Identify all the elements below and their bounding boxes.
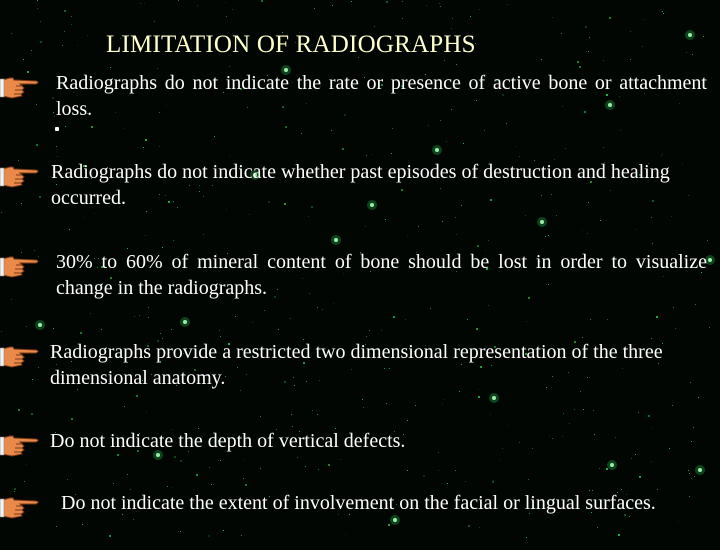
bullet-text-3: 30% to 60% of mineral content of bone should be lost in order to visualize change in the radiographs. — [56, 251, 707, 299]
pointing-hand-icon — [0, 494, 40, 520]
bullet-text-5: Do not indicate the depth of vertical defects. — [50, 430, 406, 452]
bullet-item-4 — [0, 339, 720, 399]
pointing-hand-icon — [0, 432, 40, 458]
pointing-hand-icon — [0, 343, 40, 369]
bullet-item-6 — [0, 490, 720, 550]
bullet-item-2 — [0, 159, 720, 219]
bullet-item-3 — [0, 249, 720, 309]
slide-title: LIMITATION OF RADIOGRAPHS — [106, 31, 476, 58]
bullet-item-1 — [0, 70, 720, 130]
bullet-text-2: Radiographs do not indicate whether past episodes of destruction and healing occurred. — [51, 161, 670, 209]
stray-dot — [55, 127, 59, 131]
pointing-hand-icon — [0, 253, 40, 279]
bullet-text-6: Do not indicate the extent of involvement on the facial or lingual surfaces. — [56, 492, 656, 514]
bullet-text-4: Radiographs provide a restricted two dimensional representation of the three dimensional anatomy. — [50, 341, 663, 389]
bullet-text-1: Radiographs do not indicate the rate or presence of active bone or attachment loss. — [56, 72, 707, 120]
pointing-hand-icon — [0, 163, 40, 189]
bullet-item-5 — [0, 428, 720, 488]
pointing-hand-icon — [0, 74, 40, 100]
